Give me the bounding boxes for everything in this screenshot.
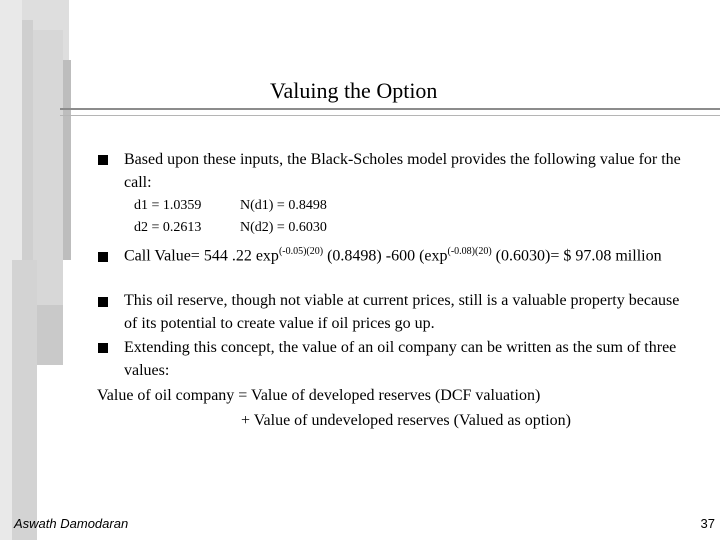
param-nd1: N(d1) = 0.8498: [240, 198, 327, 213]
footer-author: Aswath Damodaran: [14, 516, 129, 531]
decor-block: [12, 260, 37, 540]
formula-line-1: Value of oil company = Value of developed reserves (DCF valuation): [97, 387, 541, 404]
formula-line-2: + Value of undeveloped reserves (Valued as option): [241, 412, 571, 429]
bullet-marker: [98, 155, 108, 165]
bullet-marker: [98, 297, 108, 307]
param-nd2: N(d2) = 0.6030: [240, 220, 327, 235]
bullet-text-2: [124, 240, 694, 267]
bullet-marker: [98, 252, 108, 262]
decor-block: [33, 305, 63, 365]
param-d2: d2 = 0.2613: [134, 220, 202, 235]
title-divider: [60, 108, 720, 110]
title-divider: [60, 115, 720, 116]
slide-title: Valuing the Option: [270, 78, 438, 103]
call-value-prefix: Call Value= 544 .22 exp: [124, 247, 279, 265]
exponent: (-0.08)(20): [447, 246, 492, 257]
param-d1: d1 = 1.0359: [134, 198, 202, 213]
decor-block: [33, 30, 63, 310]
call-value-suffix: (0.6030)= $ 97.08 million: [491, 247, 662, 265]
call-value-mid: (0.8498) -600 (exp: [323, 247, 448, 265]
bullet-text-3: This oil reserve, though not viable at current prices, still is a valuable property because of its potential to create value if oil prices go up.: [124, 292, 680, 332]
page-number: 37: [700, 516, 715, 531]
decor-block: [63, 60, 71, 260]
bullet-marker: [98, 343, 108, 353]
bullet-text-4: Extending this concept, the value of an oil company can be written as the sum of three values:: [124, 339, 677, 379]
exponent: (-0.05)(20): [278, 246, 324, 257]
bullet-text-1: Based upon these inputs, the Black-Scholes model provides the following value for the call:: [124, 151, 681, 191]
